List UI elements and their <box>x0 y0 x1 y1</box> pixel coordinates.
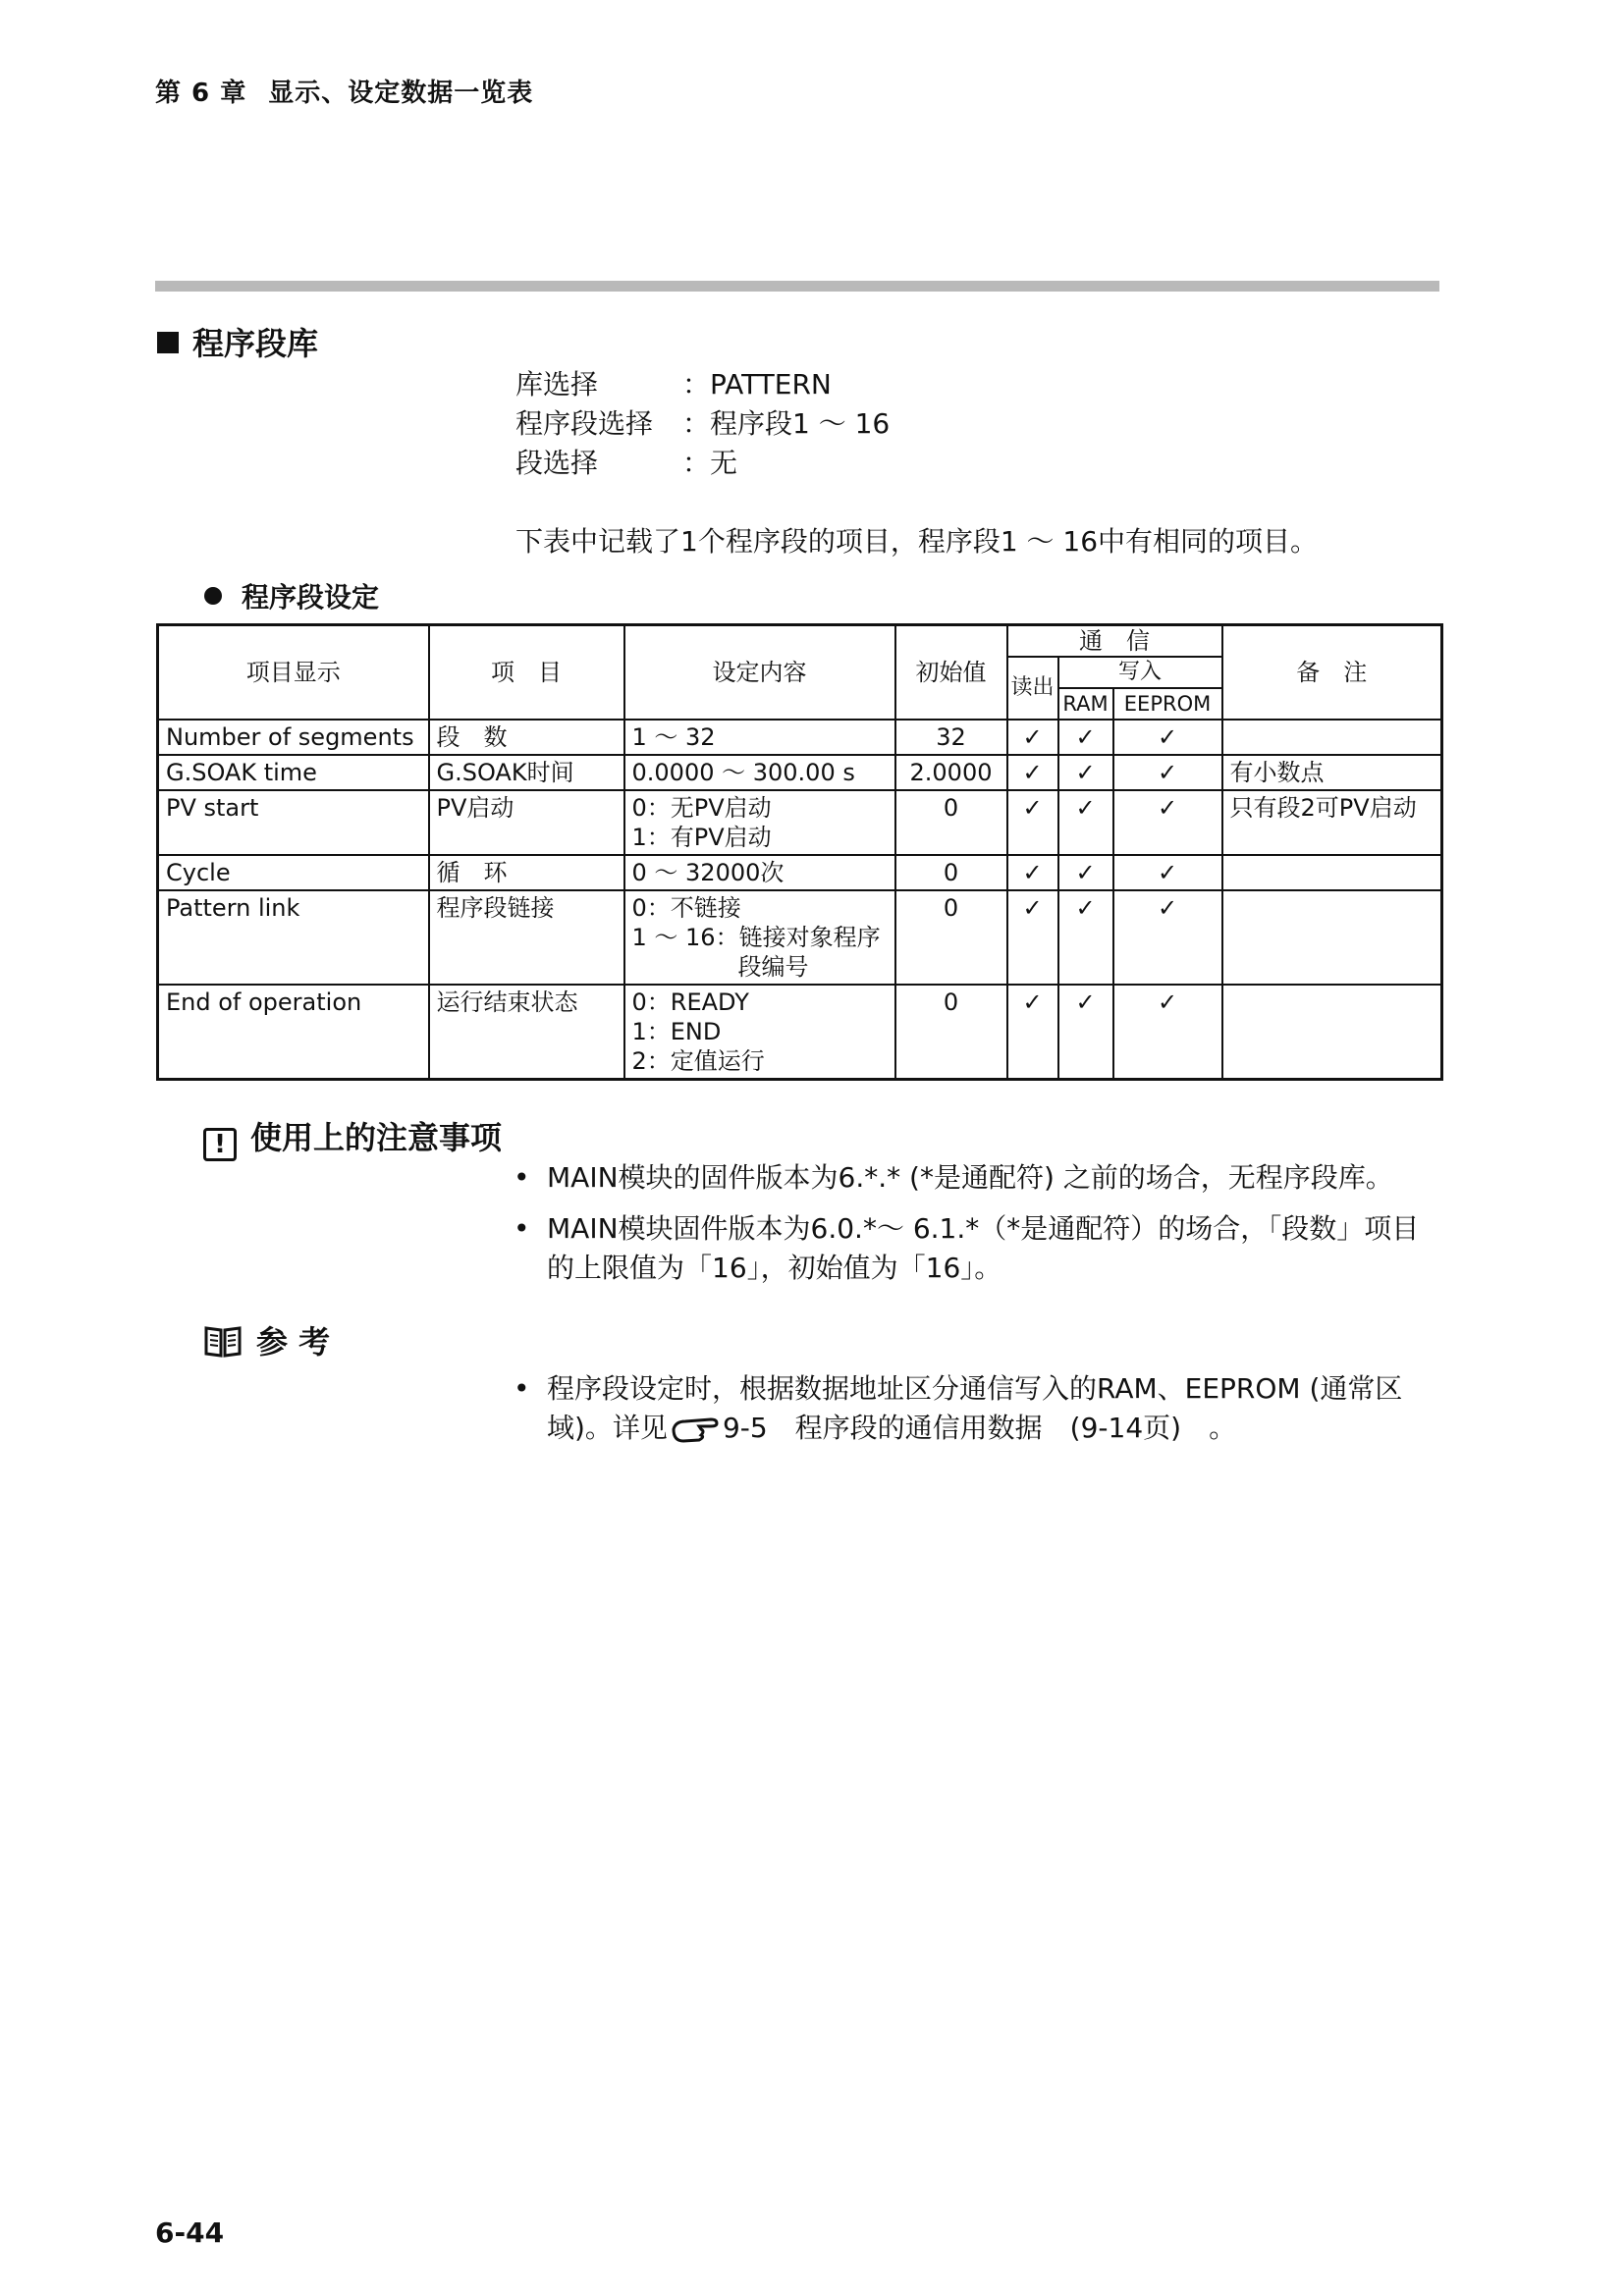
check-eeprom-icon: ✓ <box>1113 985 1222 1080</box>
param-row <box>515 404 890 444</box>
table-row <box>158 890 1442 985</box>
cell-item: 程序段链接 <box>429 890 624 985</box>
check-ram-icon: ✓ <box>1058 855 1113 890</box>
table-row <box>158 855 1442 890</box>
check-read-icon: ✓ <box>1007 890 1058 985</box>
cell-display: End of operation <box>158 985 429 1080</box>
header-item: 项 目 <box>429 625 624 721</box>
list-item: • MAIN模块固件版本为6.0.*～ 6.1.*（*是通配符）的场合，「段数」项目的上限值为「16」，初始值为「16」。 <box>514 1209 1446 1288</box>
book-icon <box>203 1323 243 1359</box>
header-display: 项目显示 <box>158 625 429 721</box>
cell-item: G.SOAK时间 <box>429 755 624 790</box>
header-read: 读出 <box>1007 657 1058 720</box>
header-content: 设定内容 <box>624 625 895 721</box>
caution-list <box>514 1158 1446 1300</box>
content-line: 0：不链接 <box>631 894 741 922</box>
caution-title: 使用上的注意事项 <box>250 1119 503 1156</box>
content-line: 1：有PV启动 <box>631 824 772 851</box>
check-ram-icon: ✓ <box>1058 755 1113 790</box>
cell-initial: 0 <box>895 790 1007 855</box>
cell-remarks <box>1222 720 1442 755</box>
cell-remarks: 只有段2可PV启动 <box>1222 790 1442 855</box>
param-row <box>515 444 890 483</box>
content-line: 0：无PV启动 <box>631 794 772 822</box>
list-item: • MAIN模块的固件版本为6.*.* (*是通配符) 之前的场合，无程序段库。 <box>514 1158 1446 1198</box>
segment-settings-table <box>156 623 1443 1081</box>
param-key: 库选择 <box>515 368 599 400</box>
cell-content <box>624 720 895 755</box>
cell-item: 运行结束状态 <box>429 985 624 1080</box>
reference-text: 程序段设定时，根据数据地址区分通信写入的RAM、EEPROM (通常区域)。详见 <box>547 1372 1403 1444</box>
check-read-icon: ✓ <box>1007 755 1058 790</box>
check-ram-icon: ✓ <box>1058 985 1113 1080</box>
cell-content <box>624 890 895 985</box>
param-value: ：PATTERN <box>682 368 832 400</box>
caution-text: MAIN模块固件版本为6.0.*～ 6.1.*（*是通配符）的场合，「段数」项目的上限值为「16」，初始值为「16」。 <box>547 1212 1420 1284</box>
section-divider <box>155 281 1439 292</box>
content-line: 2：定值运行 <box>631 1047 765 1075</box>
chapter-number: 第 6 章 <box>155 79 247 108</box>
square-bullet-icon <box>157 332 179 353</box>
bullet-icon <box>204 587 222 605</box>
subsection-title: 程序段设定 <box>242 581 380 614</box>
cell-remarks <box>1222 985 1442 1080</box>
check-ram-icon: ✓ <box>1058 790 1113 855</box>
cell-item: 循 环 <box>429 855 624 890</box>
check-read-icon: ✓ <box>1007 855 1058 890</box>
pointing-hand-icon <box>672 1414 719 1443</box>
cell-content <box>624 755 895 790</box>
param-value: ：无 <box>682 447 738 479</box>
table-row <box>158 790 1442 855</box>
content-line: 1 ～ 16：链接对象程序 <box>631 924 881 951</box>
cell-content <box>624 790 895 855</box>
cell-initial: 32 <box>895 720 1007 755</box>
cell-content <box>624 855 895 890</box>
cell-display: Pattern link <box>158 890 429 985</box>
param-value: ：程序段1 ～ 16 <box>682 407 891 440</box>
content-line: 0 ～ 32000次 <box>631 859 785 886</box>
content-line: 段编号 <box>737 953 809 981</box>
page-number: 6-44 <box>155 2216 225 2249</box>
header-ram: RAM <box>1058 688 1113 720</box>
section-heading <box>157 319 318 364</box>
check-eeprom-icon: ✓ <box>1113 790 1222 855</box>
check-eeprom-icon: ✓ <box>1113 720 1222 755</box>
header-initial: 初始值 <box>895 625 1007 721</box>
cell-initial: 0 <box>895 890 1007 985</box>
reference-heading <box>203 1317 330 1362</box>
reference-link[interactable]: 9-5 程序段的通信用数据 (9-14页) 。 <box>722 1412 1237 1444</box>
check-eeprom-icon: ✓ <box>1113 890 1222 985</box>
cell-initial: 0 <box>895 985 1007 1080</box>
check-ram-icon: ✓ <box>1058 720 1113 755</box>
caution-icon: ! <box>203 1128 237 1161</box>
section-title: 程序段库 <box>192 325 319 362</box>
cell-remarks <box>1222 890 1442 985</box>
check-read-icon: ✓ <box>1007 720 1058 755</box>
subsection-heading <box>204 576 379 615</box>
check-eeprom-icon: ✓ <box>1113 755 1222 790</box>
cell-initial: 0 <box>895 855 1007 890</box>
table-row <box>158 720 1442 755</box>
content-line: 1 ～ 32 <box>631 723 716 751</box>
cell-item: 段 数 <box>429 720 624 755</box>
header-eeprom: EEPROM <box>1113 688 1222 720</box>
list-item: • 程序段设定时，根据数据地址区分通信写入的RAM、EEPROM (通常区域)。详见 9-5 程序段的通信用数据 (9-14页) 。 <box>514 1372 1403 1444</box>
cell-display: Cycle <box>158 855 429 890</box>
content-line: 0.0000 ～ 300.00 s <box>631 759 855 786</box>
table-row <box>158 985 1442 1080</box>
cell-display: G.SOAK time <box>158 755 429 790</box>
cell-remarks <box>1222 855 1442 890</box>
caution-text: MAIN模块的固件版本为6.*.* (*是通配符) 之前的场合，无程序段库。 <box>547 1161 1393 1194</box>
check-eeprom-icon: ✓ <box>1113 855 1222 890</box>
cell-remarks: 有小数点 <box>1222 755 1442 790</box>
param-key: 程序段选择 <box>515 407 654 440</box>
check-read-icon: ✓ <box>1007 985 1058 1080</box>
cell-display: Number of segments <box>158 720 429 755</box>
content-line: 0：READY <box>631 988 749 1016</box>
cell-item: PV启动 <box>429 790 624 855</box>
content-line: 1：END <box>631 1018 722 1045</box>
selection-params <box>515 365 890 483</box>
chapter-header <box>155 73 533 109</box>
header-comm: 通 信 <box>1007 625 1222 658</box>
cell-content <box>624 985 895 1080</box>
caution-heading <box>203 1113 502 1161</box>
table-row <box>158 755 1442 790</box>
reference-list <box>514 1369 1446 1460</box>
param-row <box>515 365 890 404</box>
param-key: 段选择 <box>515 447 599 479</box>
reference-title: 参 考 <box>256 1323 331 1361</box>
cell-initial: 2.0000 <box>895 755 1007 790</box>
header-remarks: 备 注 <box>1222 625 1442 721</box>
check-read-icon: ✓ <box>1007 790 1058 855</box>
check-ram-icon: ✓ <box>1058 890 1113 985</box>
cell-display: PV start <box>158 790 429 855</box>
header-write: 写入 <box>1058 657 1222 688</box>
intro-text: 下表中记载了1个程序段的项目，程序段1 ～ 16中有相同的项目。 <box>515 525 1319 558</box>
chapter-title: 显示、设定数据一览表 <box>268 79 534 108</box>
